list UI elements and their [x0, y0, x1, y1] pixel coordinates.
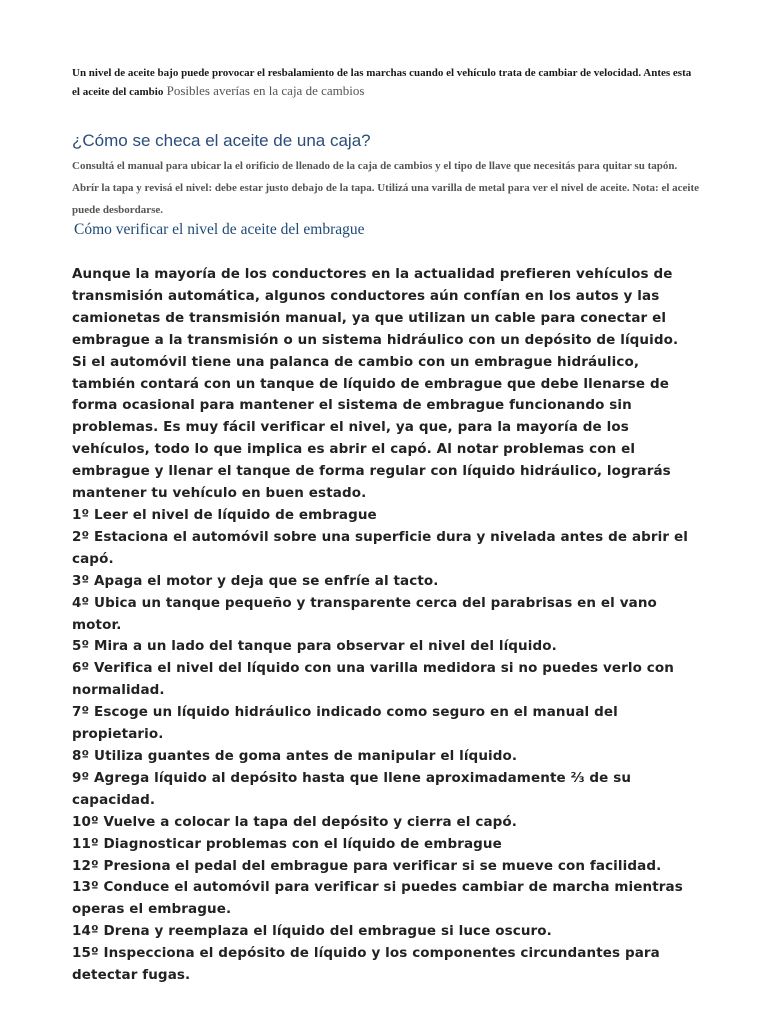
intro-related-link-text: Posibles averías en la caja de cambios	[163, 83, 365, 98]
clutch-intro-paragraph: Aunque la mayoría de los conductores en la actualidad prefieren vehículos de transmisión automática, algunos conductores aún confían en los autos y las camionetas de transmisión manual, ya que utilizan un cable para conectar el embrague a la transmisión o un sistema hidráulico con un depósito de líquido. Si el automóvil tiene una palanca de cambio con un embrague hidráulico, también contará con un tanque de líquido de embrague que debe llenarse de forma ocasional para mantener el sistema de embrague funcionando sin problemas. Es muy fácil verificar el nivel, ya que, para la mayoría de los vehículos, todo lo que implica es abrir el capó. Al notar problemas con el embrague y llenar el tanque de forma regular con líquido hidráulico, lograrás mantener tu vehículo en buen estado.	[72, 266, 679, 502]
intro-bold-text: Un nivel de aceite bajo puede provocar el resbalamiento de las marchas cuando el vehículo trata de cambiar de velocidad. Antes esta el aceite del cambio	[72, 67, 692, 98]
step-item-12: 12º Presiona el pedal del embrague para verificar si se mueve con facilidad.	[72, 857, 662, 874]
step-item-5: 5º Mira a un lado del tanque para observar el nivel del líquido.	[72, 638, 557, 655]
step-item-9: 9º Agrega líquido al depósito hasta que llene aproximadamente ⅔ de su capacidad.	[72, 769, 632, 808]
step-item-3: 3º Apaga el motor y deja que se enfríe al tacto.	[72, 572, 439, 589]
check-oil-paragraph: Consultá el manual para ubicar la el orificio de llenado de la caja de cambios y el tipo de llave que necesitás para quitar su tapón. Abrír la tapa y revisá el nivel: debe estar justo debajo de la tapa. Utilizá una varilla de metal para ver el nivel de aceite. Nota: el aceite puede desbordarse.	[72, 160, 700, 216]
step-item-8: 8º Utiliza guantes de goma antes de manipular el líquido.	[72, 747, 518, 764]
steps-list	[72, 505, 692, 987]
step-item-10: 10º Vuelve a colocar la tapa del depósito y cierra el capó.	[72, 813, 518, 830]
intro-paragraph	[72, 64, 697, 101]
step-item-1: 1º Leer el nivel de líquido de embrague	[72, 507, 377, 523]
step-item-14: 14º Drena y reemplaza el líquido del embrague si luce oscuro.	[72, 923, 552, 940]
step-item-2: 2º Estaciona el automóvil sobre una superficie dura y nivelada antes de abrir el capó.	[72, 528, 688, 567]
step-item-4: 4º Ubica un tanque pequeño y transparente cerca del parabrisas en el vano motor.	[72, 594, 657, 633]
step-item-15: 15º Inspecciona el depósito de líquido y los componentes circundantes para detectar fugas.	[72, 945, 660, 984]
step-item-11: 11º Diagnosticar problemas con el líquido de embrague	[72, 835, 502, 852]
check-oil-heading: ¿Cómo se checa el aceite de una caja?	[72, 131, 371, 150]
clutch-oil-heading: Cómo verificar el nivel de aceite del embrague	[74, 221, 365, 238]
step-item-6: 6º Verifica el nivel del líquido con una varilla medidora si no puedes verlo con normalidad.	[72, 660, 674, 699]
step-item-7: 7º Escoge un líquido hidráulico indicado como seguro en el manual del propietario.	[72, 704, 618, 743]
step-item-13: 13º Conduce el automóvil para verificar si puedes cambiar de marcha mientras operas el embrague.	[72, 879, 683, 918]
